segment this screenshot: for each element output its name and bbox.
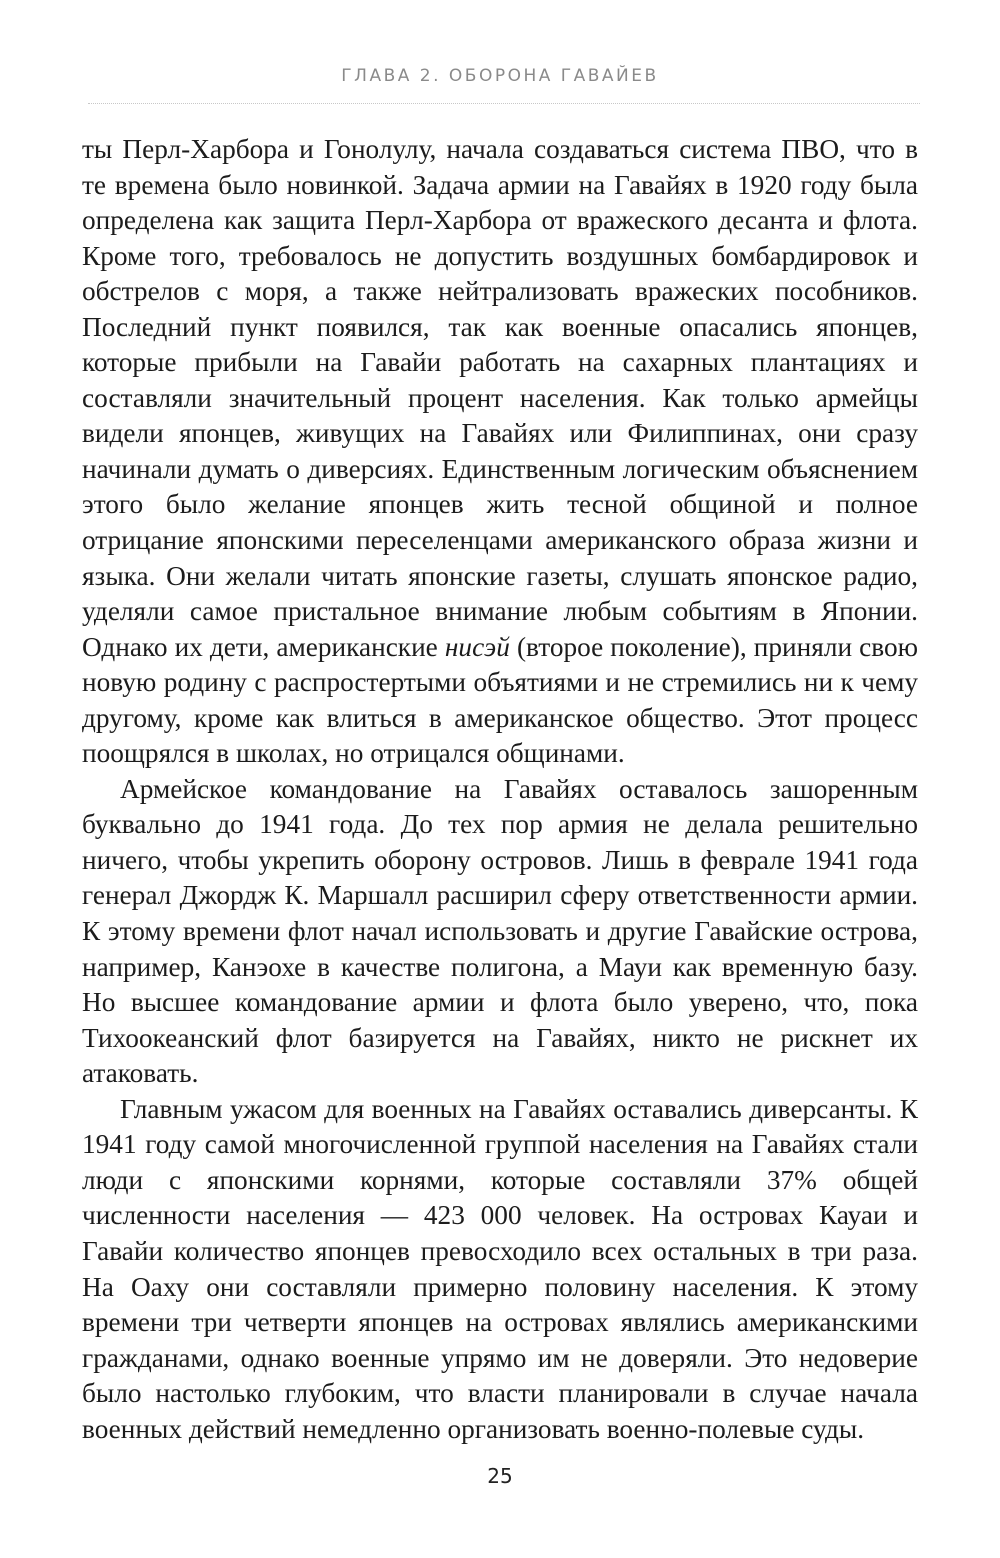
page-number: 25	[487, 1464, 513, 1488]
paragraph-1	[82, 132, 918, 772]
paragraph-2: Армейское командование на Гавайях оставалось зашоренным буквально до 1941 года. До тех пор армия не делала решительно ничего, чтобы укрепить оборону островов. Лишь в феврале 1941 года генерал Джордж К. Маршалл расширил сферу ответственности армии. К этому времени флот начал использовать и другие Гавайские острова, например, Канэохе в качестве полигона, а Мауи как временную базу. Но высшее командование армии и флота было уверено, что, пока Тихоокеанский флот базируется на Гавайях, никто не рискнет их атаковать.	[82, 773, 918, 1089]
paragraph-1-text-b: (второе поколение), приняли свою новую родину с распростертыми объятиями и не стремились ни к чему другому, кроме как влиться в американское общество. Этот процесс поощрялся в школах, но отрицался общинами.	[82, 631, 918, 769]
paragraph-3: Главным ужасом для военных на Гавайях оставались диверсанты. К 1941 году самой многочисленной группой населения на Гавайях стали люди с японскими корнями, которые составляли 37% общей численности населения — 423 000 человек. На островах Кауаи и Гавайи количество японцев превосходило всех остальных в три раза. На Оаху они составляли примерно половину населения. К этому времени три четверти японцев на островах являлись американскими гражданами, однако военные упрямо им не доверяли. Это недоверие было настолько глубоким, что власти планировали в случае начала военных действий немедленно организовать военно-полевые суды.	[82, 1093, 918, 1444]
italic-term-nisei: нисэй	[444, 631, 510, 662]
main-text	[82, 132, 918, 1447]
header-rule	[88, 103, 920, 104]
paragraph-1-text-a: ты Перл-Харбора и Гонолулу, начала создаваться система ПВО, что в те времена было новинкой. Задача армии на Гавайях в 1920 году была определена как защита Перл-Харбора от вражеского десанта и флота. Кроме того, требовалось не допустить воздушных бомбардировок и обстрелов с моря, а также нейтрализовать вражеских пособников. Последний пункт появился, так как военные опасались японцев, которые прибыли на Гавайи работать на сахарных плантациях и составляли значительный процент населения. Как только армейцы видели японцев, живущих на Гавайях или Филиппинах, они сразу начинали думать о диверсиях. Единственным логическим объяснением этого было желание японцев жить тесной общиной и полное отрицание японскими переселенцами американского образа жизни и языка. Они желали читать японские газеты, слушать японское радио, уделяли самое пристальное внимание любым событиям в Японии. Однако их дети, американские	[82, 134, 918, 662]
running-head: ГЛАВА 2. ОБОРОНА ГАВАЙЕВ	[341, 66, 659, 86]
